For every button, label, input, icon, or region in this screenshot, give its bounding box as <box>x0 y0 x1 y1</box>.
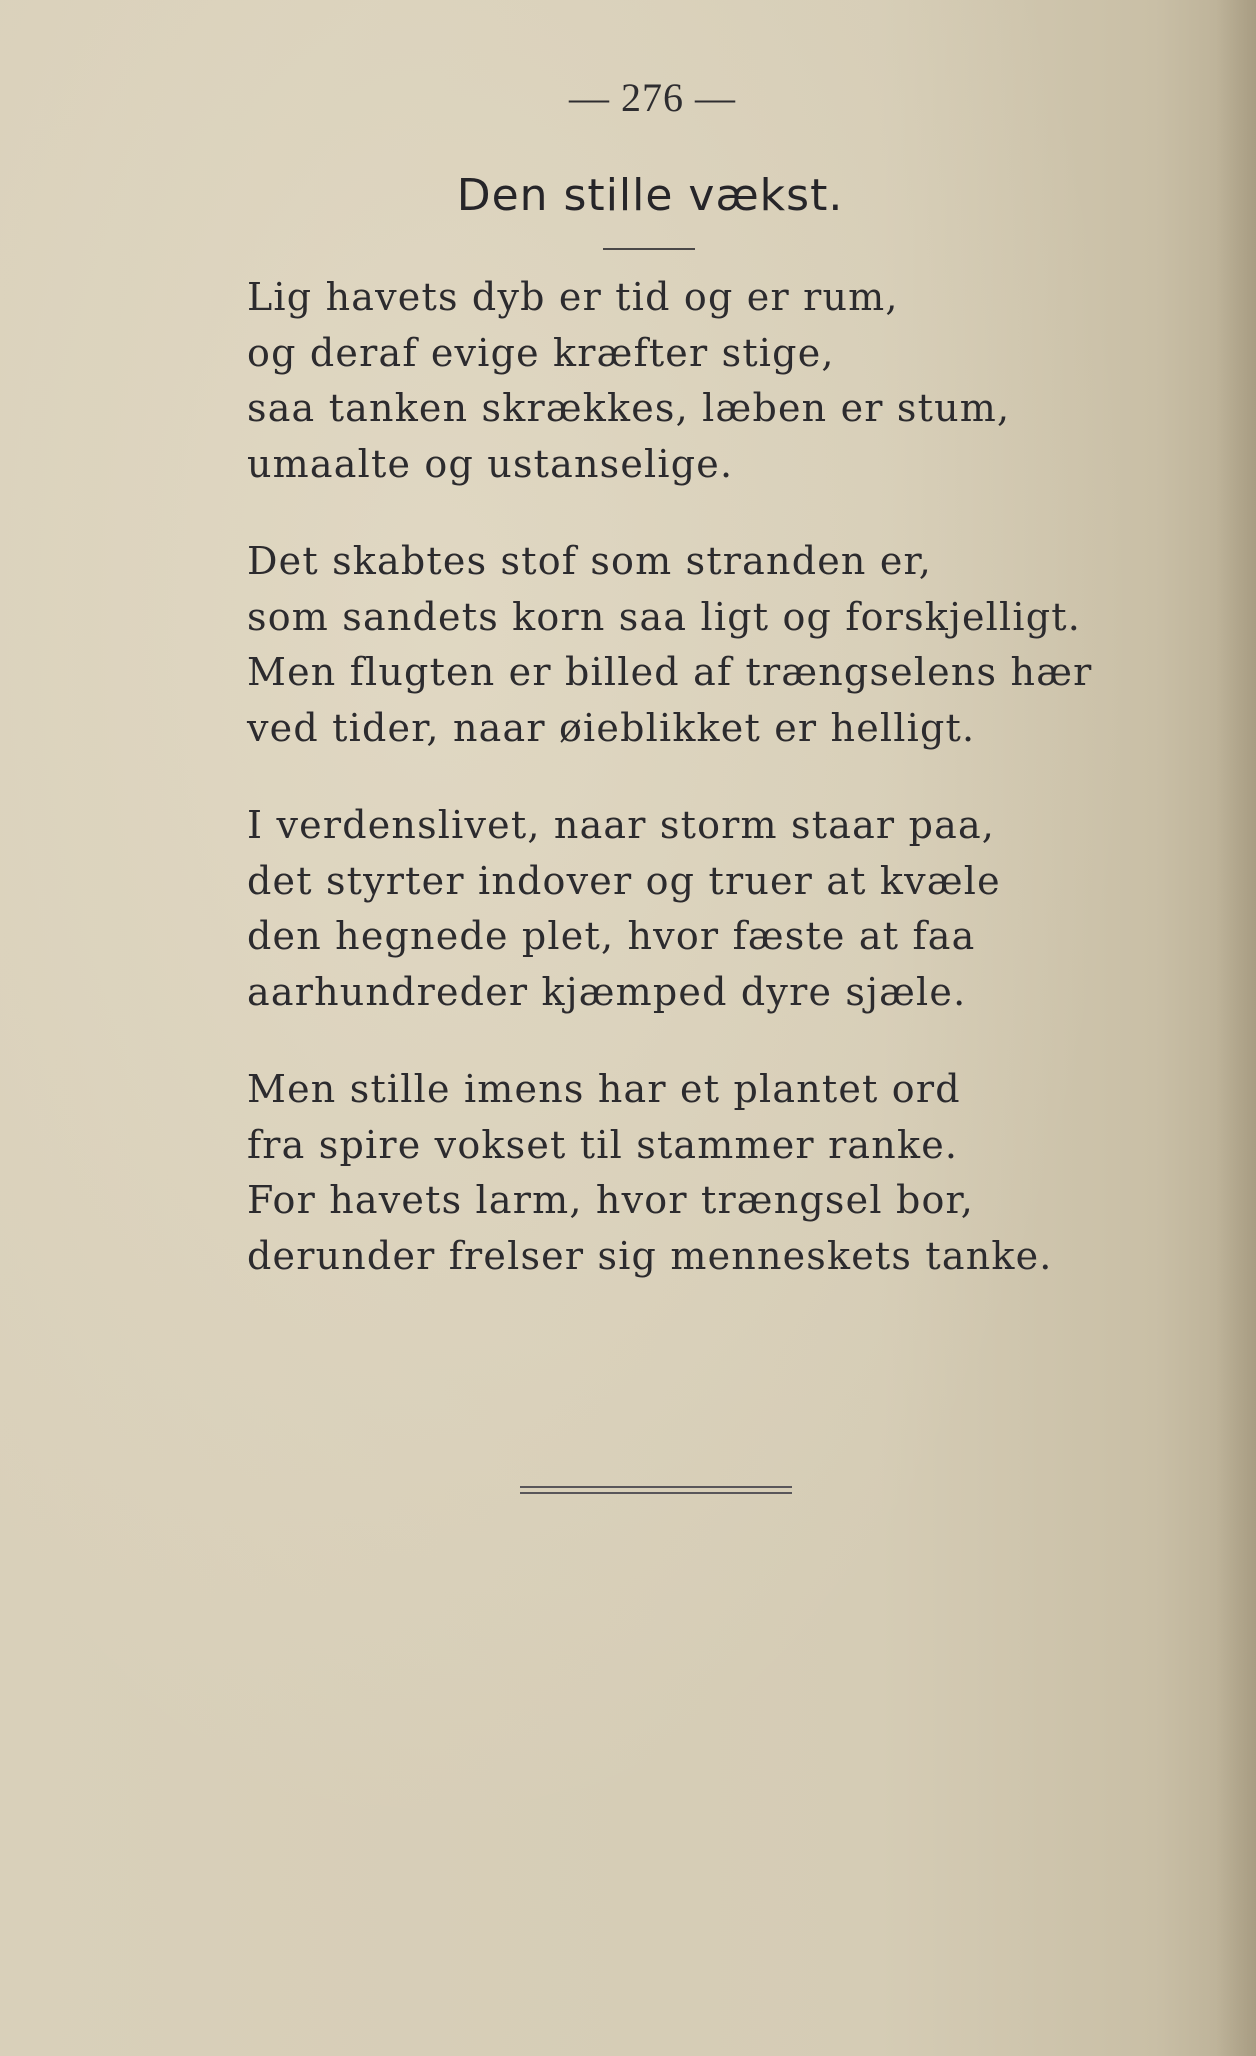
poem-line: ved tider, naar øieblikket er helligt. <box>247 705 976 750</box>
poem-body <box>247 270 1147 1326</box>
poem-line: saa tanken skrækkes, læben er stum, <box>247 386 1011 430</box>
poem-line: I verdenslivet, naar storm staar paa, <box>247 803 996 847</box>
end-ornament-rule <box>520 1486 792 1494</box>
poem-line: Men flugten er billed af trængselens hær <box>247 650 1093 694</box>
end-rule-line-top <box>520 1486 792 1488</box>
poem-line: For havets larm, hvor trængsel bor, <box>247 1178 975 1222</box>
stanza-1 <box>247 270 1147 492</box>
end-rule-line-bottom <box>520 1492 792 1494</box>
poem-title: Den stille vækst. <box>456 170 844 221</box>
poem-line: som sandets korn saa ligt og forskjelligt. <box>247 594 1082 639</box>
stanza-4 <box>247 1062 1147 1284</box>
poem-line: Det skabtes stof som stranden er, <box>247 539 933 583</box>
title-divider <box>603 248 695 250</box>
poem-line: fra spire vokset til stammer ranke. <box>247 1122 959 1167</box>
poem-line: derunder frelser sig menneskets tanke. <box>247 1233 1053 1278</box>
poem-line: Men stille imens har et plantet ord <box>247 1067 961 1111</box>
page-number: — 276 — <box>569 75 736 120</box>
stanza-2 <box>247 534 1147 756</box>
stanza-3 <box>247 798 1147 1020</box>
poem-line: aarhundreder kjæmped dyre sjæle. <box>247 969 967 1014</box>
poem-line: og deraf evige kræfter stige, <box>247 330 835 375</box>
poem-line: den hegnede plet, hvor fæste at faa <box>247 914 976 958</box>
poem-line: det styrter indover og truer at kvæle <box>247 858 1001 903</box>
poem-line: Lig havets dyb er tid og er rum, <box>247 275 899 319</box>
page-edge-shadow <box>1216 0 1256 2056</box>
poem-line: umaalte og ustanselige. <box>247 441 734 486</box>
